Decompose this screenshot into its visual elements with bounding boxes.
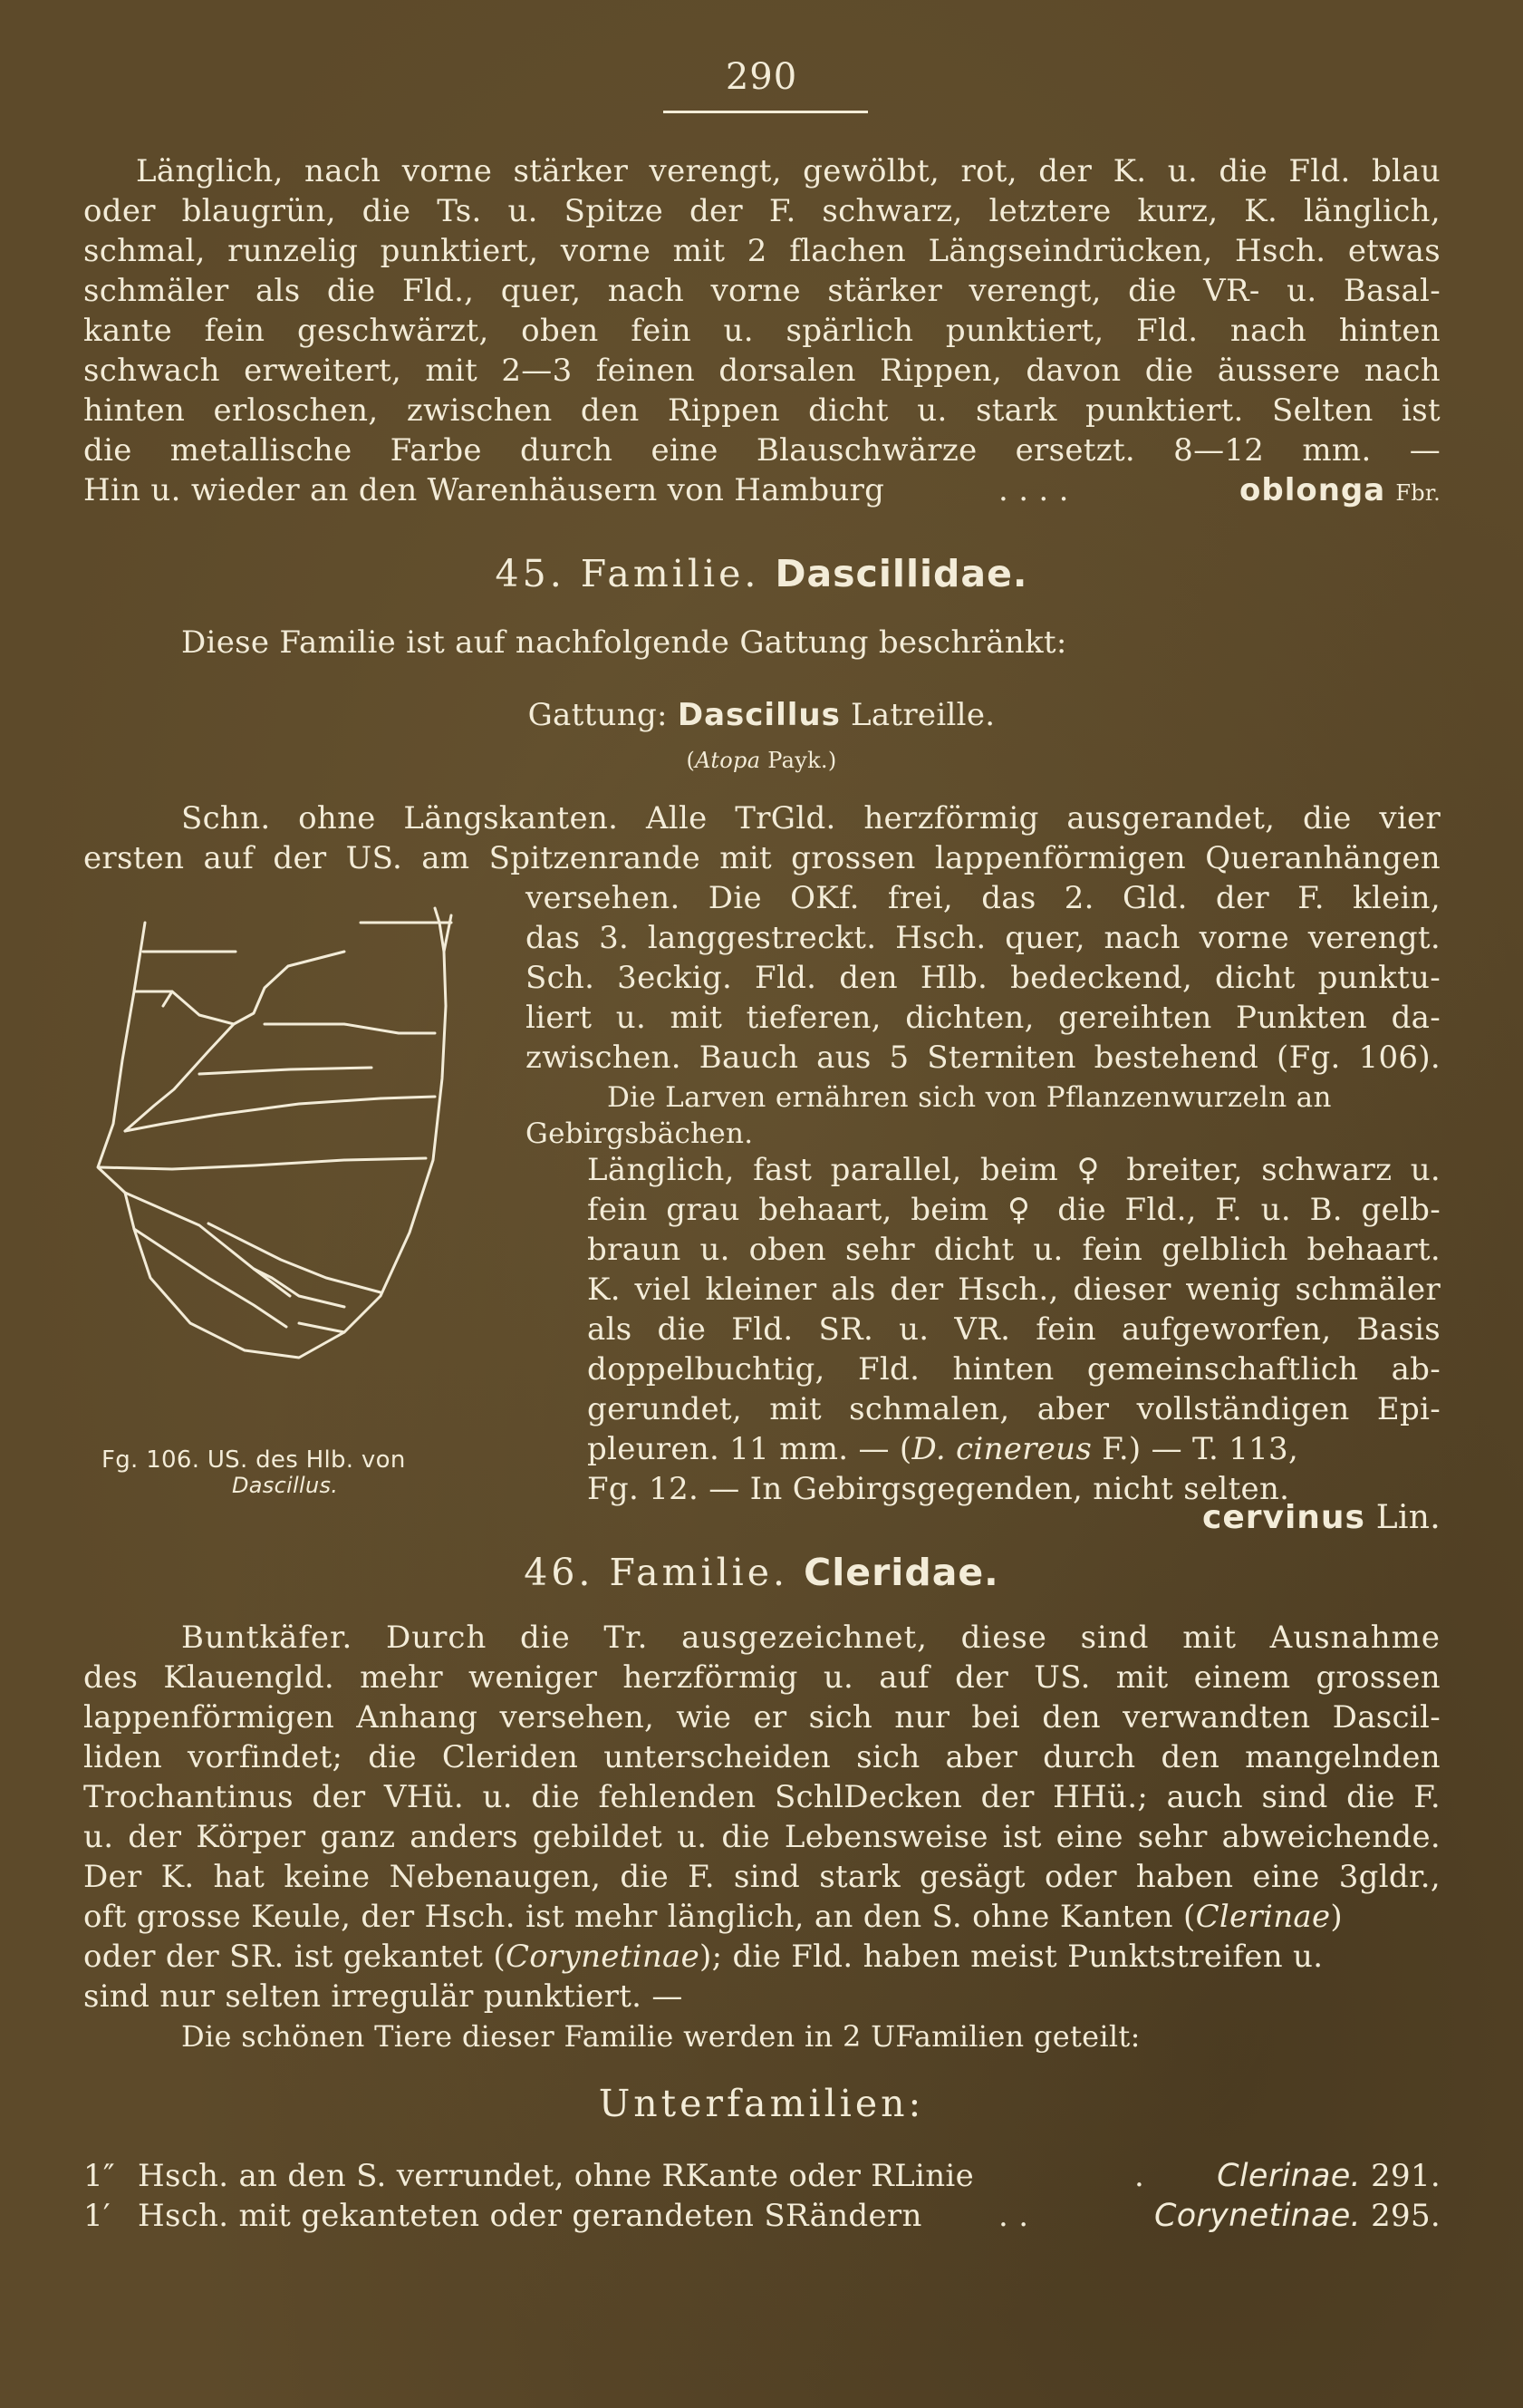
desc-line-1: Länglich, fast parallel, beim ♀ breiter, schwarz u. [587, 1152, 1441, 1188]
p3-line-10: sind nur selten irregulär punktiert. — [83, 1978, 683, 2015]
page-number: 290 [725, 56, 798, 98]
p1-line-2: oder blaugrün, die Ts. u. Spitze der F. schwarz, letztere kurz, K. länglich, [83, 193, 1441, 229]
p3-line-3: lappenförmigen Anhang versehen, wie er sich nur bei den verwandten Dascil- [83, 1699, 1441, 1736]
p2-right-2: das 3. langgestreckt. Hsch. quer, nach vorne verengt. [525, 920, 1441, 956]
p1-last-text: Hin u. wieder an den Warenhäusern von Hamburg [83, 472, 885, 508]
family-46-label: 46. Familie. [524, 1551, 789, 1594]
p3-l8-a: oft grosse Keule, der Hsch. ist mehr länglich, an den S. ohne Kanten ( [83, 1899, 1196, 1935]
p1-line-5: kante fein geschwärzt, oben fein u. spärlich punktiert, Fld. nach hinten [83, 313, 1441, 349]
genus-prefix: Gattung: [527, 697, 668, 733]
p3-line-2: des Klauengld. mehr weniger herzförmig u. auf der US. mit einem grossen [83, 1659, 1441, 1696]
subfamilies-heading: Unterfamilien: [598, 2082, 925, 2125]
species-oblonga [1239, 471, 1441, 512]
p3-line-5: Trochantinus der VHü. u. die fehlenden SchlDecken der HHü.; auch sind die F. [83, 1779, 1441, 1815]
p2-line-1: Schn. ohne Längskanten. Alle TrGld. herzförmig ausgerandet, die vier [181, 800, 1441, 837]
desc-line-2: fein grau behaart, beim ♀ die Fld., F. u. B. gelb- [587, 1192, 1441, 1228]
p1-line-9 [83, 471, 1441, 509]
key-2-target [1154, 2197, 1441, 2235]
key-1-page: 291. [1371, 2158, 1441, 2194]
genus-synonym: (Atopa Payk.) [686, 748, 837, 773]
family-46-name: Cleridae. [804, 1551, 999, 1594]
p3-l9-a: oder der SR. ist gekantet ( [83, 1939, 506, 1975]
genus-heading [0, 696, 1523, 734]
key-row-2 [83, 2197, 1441, 2235]
p1-line-6: schwach erweitert, mit 2—3 feinen dorsalen Rippen, davon die äussere nach [83, 353, 1441, 389]
p1-last-dots: . . . . [998, 472, 1069, 508]
larvae-line-2: Gebirgsbächen. [525, 1117, 754, 1150]
key-row-1 [83, 2157, 1441, 2195]
p1-line-8: die metallische Farbe durch eine Blauschwärze ersetzt. 8—12 mm. — [83, 432, 1441, 469]
key-2-text: Hsch. mit gekanteten oder gerandeten SRändern [138, 2198, 922, 2234]
key-1-dots: . [1134, 2158, 1145, 2194]
p3-line-7: Der K. hat keine Nebenaugen, die F. sind stark gesägt oder haben eine 3gldr., [83, 1859, 1441, 1895]
p3-line-9 [83, 1938, 1323, 1976]
larvae-line-1: Die Larven ernähren sich von Pflanzenwurzeln an [607, 1081, 1332, 1114]
desc-line-9: Fg. 12. — In Gebirgsgegenden, nicht selten. [587, 1471, 1290, 1507]
desc-line-5: als die Fld. SR. u. VR. fein aufgeworfen, Basis [587, 1311, 1441, 1348]
key-1-target [1217, 2157, 1441, 2195]
desc-line-3: braun u. oben sehr dicht u. fein gelblich behaart. [587, 1232, 1441, 1268]
desc-last-a: pleuren. 11 mm. — ( [587, 1431, 912, 1467]
key-2-number: 1′ [83, 2198, 111, 2234]
key-1-number: 1″ [83, 2158, 115, 2194]
p1-line-7: hinten erloschen, zwischen den Rippen dicht u. stark punktiert. Selten ist [83, 392, 1441, 429]
species-name: oblonga [1239, 472, 1386, 508]
key-2-page: 295. [1371, 2198, 1441, 2234]
p3-l8-c: ) [1330, 1899, 1343, 1935]
p3-line-4: liden vorfindet; die Cleriden unterscheiden sich aber durch den mangelnden [83, 1739, 1441, 1775]
p2-right-4: liert u. mit tieferen, dichten, gereihten Punkten da- [525, 1000, 1441, 1036]
genus-name: Dascillus [677, 697, 841, 733]
p2-right-3: Sch. 3eckig. Fld. den Hlb. bedeckend, dicht punktu- [525, 960, 1441, 996]
p3-l9-taxon: Corynetinae [505, 1939, 700, 1975]
p1-line-3: schmal, runzelig punktiert, vorne mit 2 flachen Längseindrücken, Hsch. etwas [83, 233, 1441, 269]
p3-l8-taxon: Clerinae [1195, 1899, 1331, 1935]
desc-line-7: gerundet, mit schmalen, aber vollständigen Epi- [587, 1391, 1441, 1427]
figure-caption-2: Dascillus. [232, 1473, 339, 1498]
key-2-taxon: Corynetinae. [1153, 2198, 1361, 2234]
key-1-taxon: Clerinae. [1217, 2158, 1361, 2194]
desc-line-4: K. viel kleiner als der Hsch., dieser wenig schmäler [587, 1272, 1441, 1308]
family-46-heading [0, 1551, 1523, 1594]
p2-right-5: zwischen. Bauch aus 5 Sterniten bestehend (Fg. 106). [525, 1040, 1441, 1076]
desc-line-6: doppelbuchtig, Fld. hinten gemeinschaftlich ab- [587, 1351, 1441, 1388]
genus-author: Latreille. [850, 697, 996, 733]
family-45-label: 45. Familie. [495, 552, 760, 595]
family-45-intro: Diese Familie ist auf nachfolgende Gattung beschränkt: [181, 624, 1067, 661]
p3-line-6: u. der Körper ganz anders gebildet u. die Lebensweise ist eine sehr abweichende. [83, 1819, 1441, 1855]
p3-l9-c: ); die Fld. haben meist Punktstreifen u. [699, 1939, 1324, 1975]
p3-line-11: Die schönen Tiere dieser Familie werden in 2 UFamilien geteilt: [181, 2019, 1141, 2054]
desc-last-b: F.) — T. 113, [1102, 1431, 1299, 1467]
p2-line-2: ersten auf der US. am Spitzenrande mit grossen lappenförmigen Queranhängen [83, 840, 1441, 876]
family-45-heading [0, 552, 1523, 595]
p3-line-8 [83, 1898, 1343, 1936]
species-author: Fbr. [1395, 480, 1441, 506]
p1-line-1: Länglich, nach vorne stärker verengt, gewölbt, rot, der K. u. die Fld. blau [136, 153, 1441, 189]
desc-line-8 [587, 1430, 1298, 1468]
desc-last-species: D. cinereus [911, 1431, 1093, 1467]
figure-106-abdomen-drawing [72, 897, 471, 1441]
species-author: Lin. [1375, 1499, 1441, 1536]
synonym-name: Atopa [695, 748, 761, 773]
synonym-author: Payk. [767, 748, 828, 773]
species-cervinus [1202, 1499, 1441, 1537]
key-2-dots: . . [998, 2198, 1029, 2234]
p2-right-1: versehen. Die OKf. frei, das 2. Gld. der F. klein, [525, 880, 1441, 916]
key-1-text: Hsch. an den S. verrundet, ohne RKante oder RLinie [138, 2158, 975, 2194]
figure-caption-1: Fg. 106. US. des Hlb. von [101, 1446, 406, 1474]
family-45-name: Dascillidae. [775, 552, 1028, 595]
page-number-rule [663, 111, 868, 113]
species-name: cervinus [1201, 1499, 1365, 1536]
p3-line-1: Buntkäfer. Durch die Tr. ausgezeichnet, diese sind mit Ausnahme [181, 1620, 1441, 1656]
p1-line-4: schmäler als die Fld., quer, nach vorne stärker verengt, die VR- u. Basal- [83, 273, 1441, 309]
